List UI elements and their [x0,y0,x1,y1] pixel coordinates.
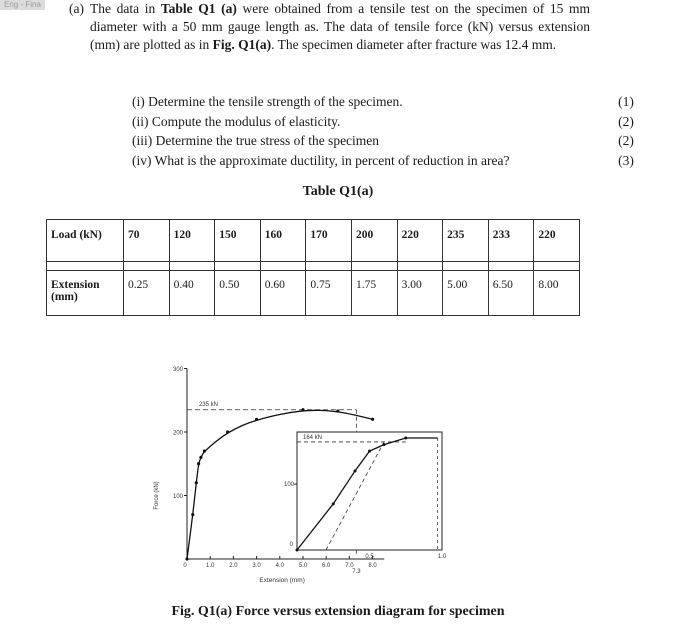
figure-reference: Fig. Q1(a) [212,37,272,52]
load-cell: 235 [443,220,489,262]
extension-cell: 0.50 [215,271,261,316]
question-label: (a) [69,1,84,16]
inset-y-tick-label: 100 [283,482,294,489]
data-point [199,456,202,459]
data-point [226,430,229,433]
x-tick-label: 1.0 [206,563,215,569]
y-tick-label: 300 [172,367,183,373]
data-point [185,557,188,560]
y-tick-label: 100 [172,494,183,500]
x-axis-title: Extension (mm) [259,577,305,584]
load-cell: 120 [169,220,215,262]
inset-force-annotation: 164 kN [303,434,323,441]
table-gap-row [47,262,580,271]
question-intro [70,0,590,54]
load-row [47,220,580,262]
extension-cell: 5.00 [443,271,489,316]
marks-3: (2) [618,133,634,148]
marks-4: (3) [618,152,634,168]
extension-row [47,271,580,316]
x-extra-tick-label: 7.3 [352,569,361,575]
data-table [46,219,580,316]
load-cell: 150 [215,220,261,262]
extension-cell: 3.00 [397,271,443,316]
extension-cell: 0.25 [124,271,170,316]
y-axis-title: Force (kN) [154,481,160,510]
corner-tag: Eng - Fina [0,0,45,10]
data-point [203,449,206,452]
x-tick-label: 5.0 [298,563,308,569]
load-cell: 220 [534,220,580,262]
force-extension-figure [150,360,480,595]
inset-data-point [383,443,386,446]
x-tick-label: 4.0 [275,563,284,569]
data-point [191,513,194,516]
force-extension-chart [150,360,480,595]
table-reference: Table Q1 (a) [160,1,237,16]
extension-cell: 0.40 [169,271,215,316]
data-point [301,408,304,411]
subquestion-2: (ii) Compute the modulus of elasticity. (2) [132,112,632,132]
x-tick-label: 6.0 [322,563,331,569]
extension-label: Extension (mm) [47,271,124,316]
data-point [195,481,198,484]
load-cell: 200 [351,220,397,262]
inset-data-point [404,437,407,440]
peak-force-annotation: 235 kN [199,401,219,408]
inset-origin-label: 0 [289,542,293,548]
data-point [371,418,374,421]
inset-data-point [332,502,335,505]
extension-cell: 0.60 [260,271,306,316]
extension-cell: 8.00 [534,271,580,316]
x-tick-label: 7.0 [345,563,354,569]
extension-cell: 0.75 [306,271,352,316]
inset-data-point [296,549,299,552]
extension-cell: 1.75 [351,271,397,316]
subquestion-list [132,92,632,170]
subquestion-4: (iv) What is the approximate ductility, in percent of reduction in area? (3) [132,151,632,171]
x-tick-label: 3.0 [252,563,261,569]
inset-data-point [354,469,357,472]
origin-label: 0 [183,563,187,569]
data-point [255,418,258,421]
load-cell: 233 [488,220,534,262]
y-tick-label: 200 [172,430,183,437]
load-cell: 70 [124,220,170,262]
load-cell: 220 [397,220,443,262]
inset-x-tick-label: 1.0 [437,554,447,560]
load-cell: 170 [306,220,352,262]
extension-cell: 6.50 [488,271,534,316]
marks-1: (1) [618,94,634,109]
data-point [336,409,339,412]
figure-caption: Fig. Q1(a) Force versus extension diagram for specimen [171,604,505,619]
table-title: Table Q1(a) [302,184,374,199]
inset-x-tick-label: 0.5 [365,554,374,560]
x-tick-label: 8.0 [368,563,377,569]
subquestion-3: (iii) Determine the true stress of the specimen (2) [132,131,632,151]
subquestion-1: (i) Determine the tensile strength of the specimen. (1) [132,92,632,112]
data-point [197,462,200,465]
load-label: Load (kN) [47,220,124,262]
question-text: The data in Table Q1 (a) were obtained from a tensile test on the specimen of 15 mm diameter with a 50 mm gauge length as. The data of tensile force (kN) versus extension (mm) are plotted as in Fig. Q1(a). The specimen diameter after fracture was 12.4 mm. [90,1,590,52]
marks-2: (2) [618,113,634,129]
x-tick-label: 2.0 [229,563,238,569]
load-cell: 160 [260,220,306,262]
inset-data-point [368,450,371,453]
